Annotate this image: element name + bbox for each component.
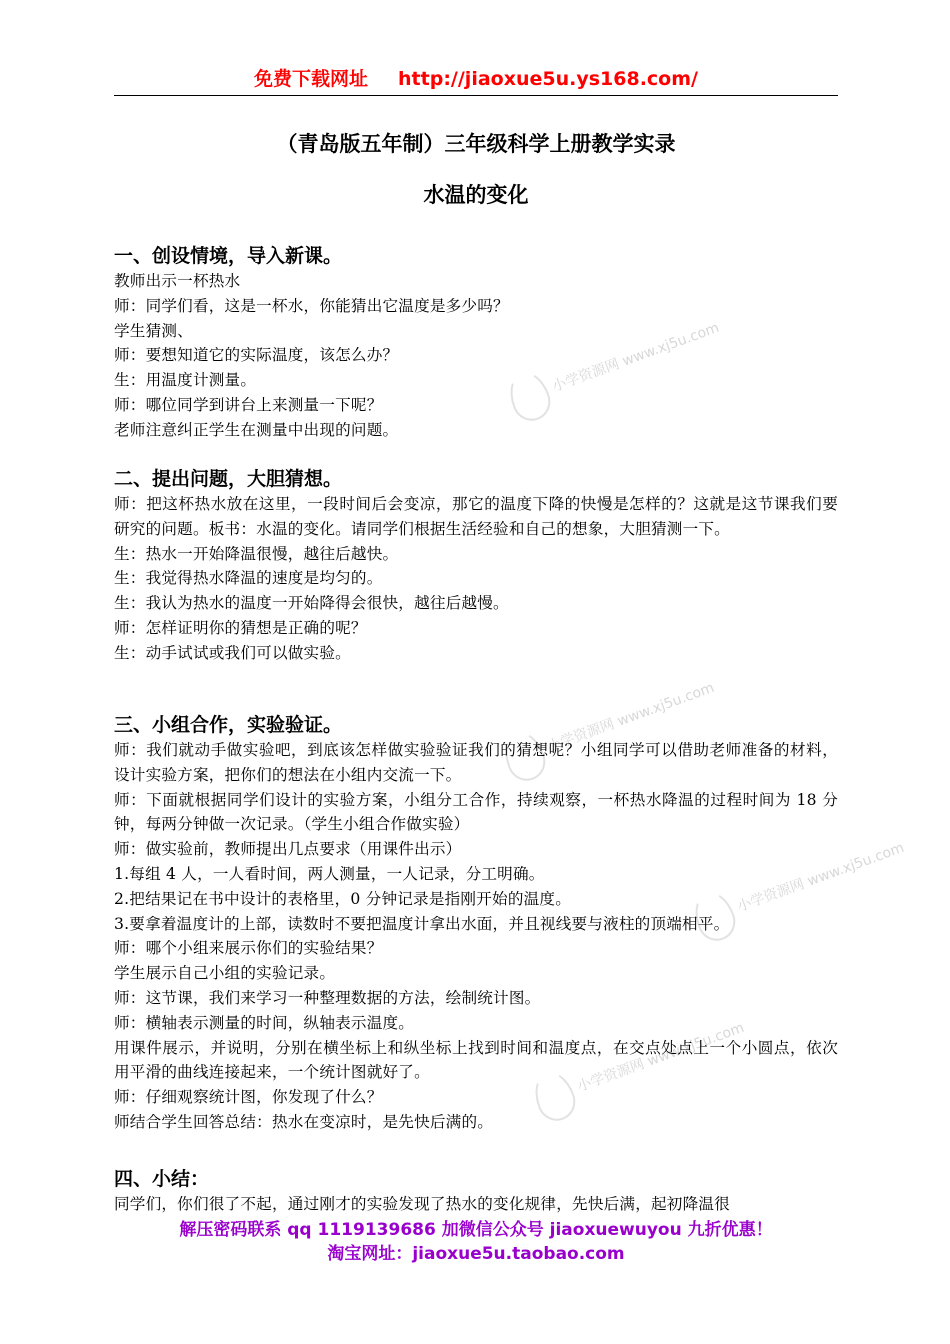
paragraph: 师：下面就根据同学们设计的实验方案，小组分工合作，持续观察，一杯热水降温的过程时间为 18 分钟，每两分钟做一次记录。（学生小组合作做实验） (114, 790, 838, 834)
section-heading: 一、创设情境，导入新课。 (114, 245, 343, 267)
paragraph: 学生猜测、 (114, 321, 193, 340)
section-1 (114, 243, 838, 443)
header-label: 免费下载网址 (254, 68, 369, 90)
paragraph: 教师出示一杯热水 (114, 272, 241, 290)
paragraph: 师：仔细观察统计图，你发现了什么？ (114, 1088, 383, 1107)
document-subtitle: 水温的变化 (423, 182, 529, 207)
paragraph: 3.要拿着温度计的上部，读数时不要把温度计拿出水面，并且视线要与液柱的顶端相平。 (114, 914, 730, 933)
watermark-text: 小学资源网 www.xj5u.com (545, 679, 717, 756)
page-header (114, 64, 838, 94)
paragraph: 学生展示自己小组的实验记录。 (114, 964, 336, 983)
paragraph: 生：用温度计测量。 (114, 371, 257, 390)
watermark-text: 小学资源网 www.xj5u.com (735, 839, 907, 916)
watermark-text: 小学资源网 www.xj5u.com (575, 1019, 747, 1096)
paragraph: 生：热水一开始降温很慢，越往后越快。 (114, 544, 399, 563)
paragraph: 师：做实验前，教师提出几点要求（用课件出示） (114, 840, 462, 859)
paragraph: 师：把这杯热水放在这里，一段时间后会变凉，那它的温度下降的快慢是怎样的？这就是这节课我们要研究的问题。板书：水温的变化。请同学们根据生活经验和自己的想象，大胆猜测一下。 (114, 495, 838, 538)
paragraph: 师：我们就动手做实验吧，到底该怎样做实验验证我们的猜想呢？小组同学可以借助老师准备的材料，设计实验方案，把你们的想法在小组内交流一下。 (114, 741, 838, 784)
paragraph: 1.每组 4 人，一人看时间，两人测量，一人记录，分工明确。 (114, 864, 545, 883)
paragraph: 生：我认为热水的温度一开始降得会很快，越往后越慢。 (114, 594, 509, 613)
paragraph: 师：同学们看，这是一杯水，你能猜出它温度是多少吗？ (114, 296, 509, 315)
paragraph: 生：我觉得热水降温的速度是均匀的。 (114, 569, 383, 588)
paragraph: 同学们，你们很了不起，通过刚才的实验发现了热水的变化规律，先快后满，起初降温很 (114, 1195, 730, 1213)
paragraph: 师结合学生回答总结：热水在变凉时，是先快后满的。 (114, 1112, 494, 1131)
paragraph: 2.把结果记在书中设计的表格里，0 分钟记录是指刚开始的温度。 (114, 889, 571, 908)
paragraph: 师：这节课，我们来学习一种整理数据的方法，绘制统计图。 (114, 988, 541, 1007)
watermark-text: 小学资源网 www.xj5u.com (550, 319, 722, 396)
footer-contact: 解压密码联系 qq 1119139686 加微信公众号 jiaoxuewuyou 九折优惠！ (179, 1220, 773, 1240)
section-heading: 三、小组合作，实验验证。 (114, 714, 343, 736)
paragraph: 生：动手试试或我们可以做实验。 (114, 643, 351, 662)
section-4 (114, 1166, 838, 1217)
paragraph: 师：要想知道它的实际温度，该怎么办？ (114, 346, 399, 365)
document-title: （青岛版五年制）三年级科学上册教学实录 (276, 131, 676, 156)
paragraph: 师：怎样证明你的猜想是正确的呢？ (114, 618, 367, 637)
paragraph: 师：横轴表示测量的时间，纵轴表示温度。 (114, 1013, 415, 1032)
section-3 (114, 712, 838, 1135)
header-url-link[interactable]: http://jiaoxue5u.ys168.com/ (398, 68, 698, 90)
section-2 (114, 466, 838, 666)
footer-shop-link[interactable]: 淘宝网址：jiaoxue5u.taobao.com (327, 1244, 625, 1264)
header-divider (114, 95, 838, 96)
paragraph: 老师注意纠正学生在测量中出现的问题。 (114, 420, 399, 439)
section-heading: 四、小结： (114, 1168, 210, 1190)
paragraph: 用课件展示，并说明，分别在横坐标上和纵坐标上找到时间和温度点，在交点处点上一个小圆点，依次用平滑的曲线连接起来，一个统计图就好了。 (114, 1038, 838, 1082)
paragraph: 师：哪个小组来展示你们的实验结果？ (114, 939, 383, 958)
section-heading: 二、提出问题，大胆猜想。 (114, 468, 343, 490)
paragraph: 师：哪位同学到讲台上来测量一下呢？ (114, 395, 383, 414)
